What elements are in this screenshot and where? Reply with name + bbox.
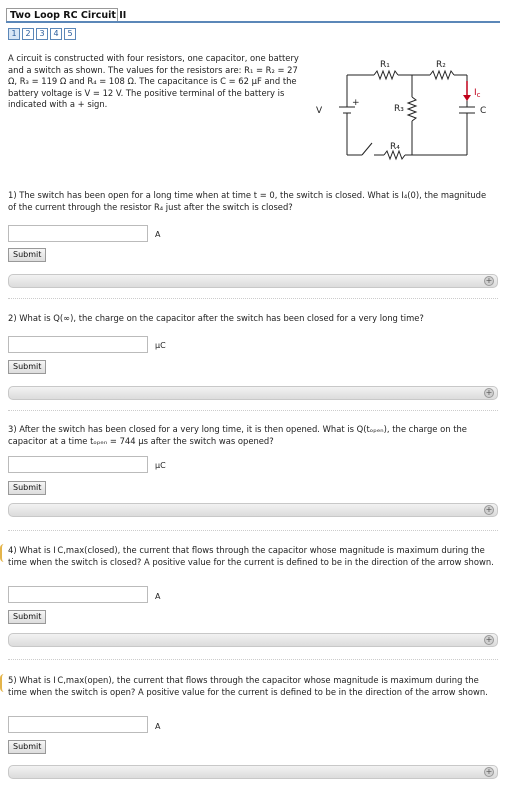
question-4: 4) What is I C,max(closed), the current that flows through the capacitor whose magnitude is maximum during the time when the switch is closed? A positive value for the current is defined to be in the direction of the arrow shown. xyxy=(8,545,494,567)
label-c: C xyxy=(480,106,487,116)
answer-input-4[interactable] xyxy=(8,586,148,603)
answer-input-1[interactable] xyxy=(8,225,148,242)
page-tab-3[interactable]: 3 xyxy=(36,28,48,40)
question-5: 5) What is I C,max(open), the current that flows through the capacitor whose magnitude is maximum during the time when the switch is open? A positive value for the current is defined to be in the direction of the arrow shown. xyxy=(8,675,488,697)
submit-button-3[interactable]: Submit xyxy=(8,481,46,495)
expand-icon[interactable]: + xyxy=(485,505,493,514)
unit-3: μC xyxy=(155,461,166,470)
answer-input-2[interactable] xyxy=(8,336,148,353)
page-tabs xyxy=(8,28,76,40)
label-r3: R₃ xyxy=(394,104,404,114)
label-ic-sub: c xyxy=(476,91,481,99)
expand-icon[interactable]: + xyxy=(485,767,493,776)
submit-button-5[interactable]: Submit xyxy=(8,740,46,754)
question-3: 3) After the switch has been closed for a very long time, it is then opened. What is Q(tₒₚₑₙ), the charge on the capacitor at a time tₒₚₑₙ = 744 μs after the switch was opened? xyxy=(8,424,467,446)
separator xyxy=(8,298,498,299)
label-ic-main: I xyxy=(474,88,477,98)
hint-bar-2[interactable] xyxy=(8,386,498,400)
label-r1: R₁ xyxy=(380,60,390,70)
expand-icon[interactable]: + xyxy=(485,276,493,285)
submit-button-2[interactable]: Submit xyxy=(8,360,46,374)
side-marker xyxy=(0,674,4,692)
question-1: 1) The switch has been open for a long time when at time t = 0, the switch is closed. What is I₄(0), the magnitude of the current through the resistor R₄ just after the switch is closed? xyxy=(8,190,487,212)
unit-4: A xyxy=(155,592,161,601)
page-tab-1[interactable]: 1 xyxy=(8,28,20,40)
hint-bar-4[interactable] xyxy=(8,633,498,647)
answer-input-3[interactable] xyxy=(8,456,148,473)
side-marker xyxy=(0,544,4,562)
unit-2: μC xyxy=(155,341,166,350)
unit-5: A xyxy=(155,722,161,731)
label-ic xyxy=(474,88,481,99)
page-title: Two Loop RC Circuit II xyxy=(10,10,127,21)
label-v: V xyxy=(316,106,323,116)
hint-bar-3[interactable] xyxy=(8,503,498,517)
unit-1: A xyxy=(155,230,161,239)
title-bar xyxy=(6,8,500,23)
page-tab-2[interactable]: 2 xyxy=(22,28,34,40)
page-tab-4[interactable]: 4 xyxy=(50,28,62,40)
submit-button-4[interactable]: Submit xyxy=(8,610,46,624)
expand-icon[interactable]: + xyxy=(485,635,493,644)
label-plus: + xyxy=(352,98,360,108)
circuit-diagram xyxy=(312,55,502,170)
expand-icon[interactable]: + xyxy=(485,388,493,397)
separator xyxy=(8,410,498,411)
question-2: 2) What is Q(∞), the charge on the capacitor after the switch has been closed for a very long time? xyxy=(8,313,424,323)
label-r4: R₄ xyxy=(390,142,400,152)
label-r2: R₂ xyxy=(436,60,446,70)
submit-button-1[interactable]: Submit xyxy=(8,248,46,262)
separator xyxy=(8,530,498,531)
page-tab-5[interactable]: 5 xyxy=(64,28,76,40)
hint-bar-5[interactable] xyxy=(8,765,498,779)
hint-bar-1[interactable] xyxy=(8,274,498,288)
answer-input-5[interactable] xyxy=(8,716,148,733)
separator xyxy=(8,659,498,660)
problem-intro: A circuit is constructed with four resistors, one capacitor, one battery and a switch as shown. The values for the resistors are: R₁ = R₂ = 27 Ω, R₃ = 119 Ω and R₄ = 108 Ω. The capacitance is C = 62 μF and the battery voltage is V = 12 V. The positive terminal of the battery is indicated with a + sign. xyxy=(8,53,299,109)
